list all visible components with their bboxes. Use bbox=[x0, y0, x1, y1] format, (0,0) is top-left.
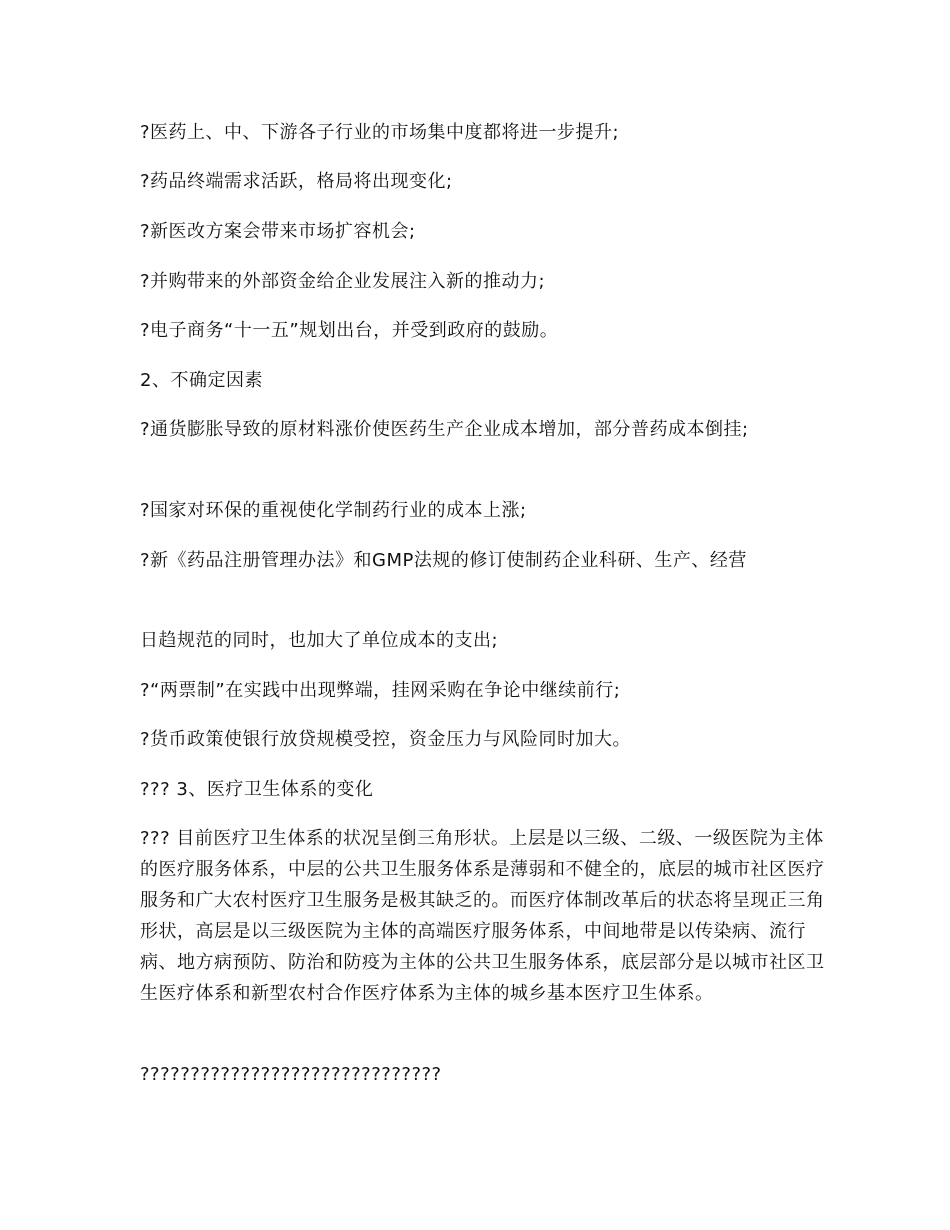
section-heading-healthcare-system: ??? 3、医疗卫生体系的变化 bbox=[140, 779, 374, 800]
paragraph-industry-concentration: ?医药上、中、下游各子行业的市场集中度都将进一步提升; bbox=[140, 122, 620, 143]
paragraph-healthcare-structure: ??? 目前医疗卫生体系的状况呈倒三角形状。上层是以三级、二级、一级医院为主体的医疗服务体系，中层的公共卫生服务体系是薄弱和不健全的，底层的城市社区医疗服务和广大农村医疗卫生服务是极其缺乏的。而医疗体制改革后的状态将呈现正三角形状，高层是以三级医院为主体的高端医疗服务体系，中间地带是以传染病、流行病、地方病预防、防治和防疫为主体的公共卫生服务体系，底层部分是以城市社区卫生医疗体系和新型农村合作医疗体系为主体的城乡基本医疗卫生体系。 bbox=[140, 828, 825, 1004]
paragraph-monetary-policy: ?货币政策使银行放贷规模受控，资金压力与风险同时加大。 bbox=[140, 729, 632, 750]
section-heading-uncertainty: 2、不确定因素 bbox=[140, 370, 263, 391]
paragraph-cost-expense: 日趋规范的同时，也加大了单位成本的支出; bbox=[140, 630, 499, 651]
paragraph-registration-rules: ?新《药品注册管理办法》和GMP法规的修订使制药企业科研、生产、经营 bbox=[140, 550, 747, 571]
paragraph-question-marks: ?????????????????????????????? bbox=[140, 1064, 442, 1085]
paragraph-terminal-demand: ?药品终端需求活跃，格局将出现变化; bbox=[140, 171, 453, 192]
paragraph-new-reform: ?新医改方案会带来市场扩容机会; bbox=[140, 221, 416, 242]
paragraph-environment: ?国家对环保的重视使化学制药行业的成本上涨; bbox=[140, 500, 527, 521]
paragraph-mergers: ?并购带来的外部资金给企业发展注入新的推动力; bbox=[140, 271, 546, 292]
paragraph-ecommerce: ?电子商务“十一五”规划出台，并受到政府的鼓励。 bbox=[140, 320, 559, 341]
paragraph-two-invoice: ?“两票制”在实践中出现弊端，挂网采购在争论中继续前行; bbox=[140, 680, 621, 701]
paragraph-inflation: ?通货膨胀导致的原材料涨价使医药生产企业成本增加，部分普药成本倒挂; bbox=[140, 419, 749, 440]
